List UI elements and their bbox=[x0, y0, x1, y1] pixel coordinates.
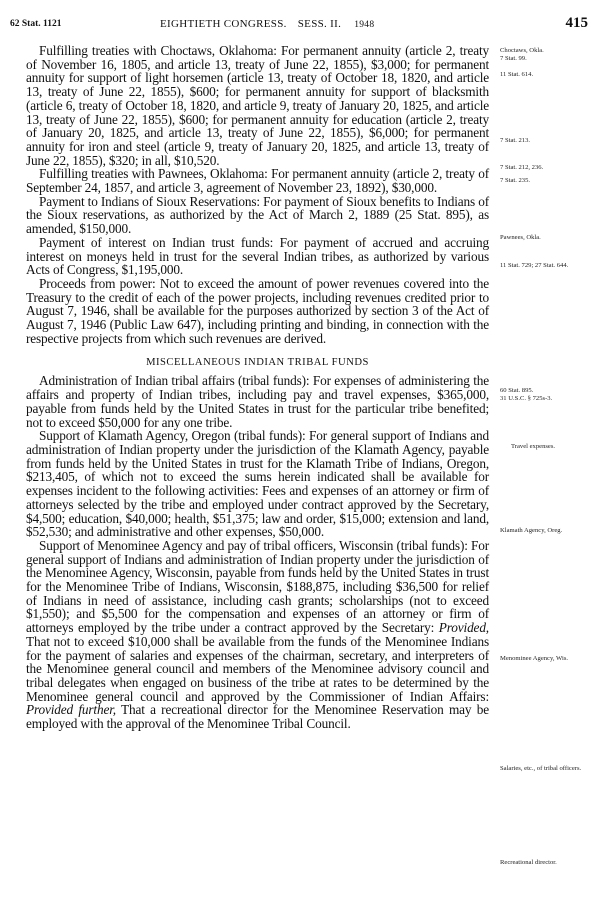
paragraph-interest: Payment of interest on Indian trust funds: For payment of accrued and accruing interest on moneys held in trust for the several Indian tribes, as authorized by various Acts of Congress, $1,195,000. bbox=[26, 234, 489, 278]
year-label: 1948 bbox=[354, 20, 375, 30]
note-choctaws-cite-5: 7 Stat. 235. bbox=[500, 177, 531, 184]
paragraph-choctaws: Fulfilling treaties with Choctaws, Oklahoma: For permanent annuity (article 2, treaty of November 16, 1805, and article 13, treaty of June 22, 1855), $3,000; for permanent annuity for support of light horsemen (article 13, treaty of October 18, 1820, and article 13, treaty of June 22, 1855), $600; for permanent annuity for support of blacksmith (article 6, treaty of October 18, 1820, and article 9, treaty of January 20, 1825, and article 13, treaty of June 22, 1855), $600; for permanent annuity for education (article 2, treaty of January 20, 1825, and article 13, treaty of June 22, 1855), $6,000; for permanent annuity for iron and steel (article 9, treaty of January 20, 1825, and article 13, treaty of June 22, 1855), $320; in all, $10,520. bbox=[26, 43, 489, 168]
stat-reference: 62 Stat. 1121 bbox=[10, 19, 62, 29]
menominee-text-c: That a recreational director for the Menominee Reservation may be employed with the approval of the Menominee Tribal Council. bbox=[26, 702, 489, 732]
note-recreational: Recreational director. bbox=[500, 859, 557, 866]
paragraph-klamath: Support of Klamath Agency, Oregon (tribal funds): For general support of Indians and administration of Indian property under the jurisdiction of the Klamath Agency, payable from funds held by the United States in trust for the Klamath Tribe of Indians, Oregon, $213,405, of which not to exceed the sums herein indicated shall be available for expenses incident to the following activities: Fees and expenses of an attorney or firm of attorneys selected by the tribe and employed under contract approved by the Secretary, $4,500; education, $40,000; health, $51,375; law and order, $15,000; extension and land, $52,530; and administrative and other expenses, $50,000. bbox=[26, 428, 489, 540]
statute-body bbox=[26, 44, 489, 731]
paragraph-menominee bbox=[26, 539, 489, 731]
running-head bbox=[160, 18, 374, 30]
page-number: 415 bbox=[565, 15, 588, 31]
note-power-cite-1: 60 Stat. 895. bbox=[500, 387, 534, 394]
note-menominee: Menominee Agency, Wis. bbox=[500, 655, 569, 662]
section-heading: MISCELLANEOUS INDIAN TRIBAL FUNDS bbox=[146, 357, 369, 369]
menominee-text-b: That not to exceed $10,000 shall be available from the funds of the Menominee Indians for the payment of salaries and expenses of the chairman, secretary, and interpreters of the Menominee general council and members of the Menominee advisory council and tribal delegates when engaged on business of the tribe at rates to be determined by the Menominee general council and approved by the Commissioner of Indian Affairs: bbox=[26, 633, 489, 704]
congress-title: EIGHTIETH CONGRESS. bbox=[160, 18, 287, 30]
note-klamath: Klamath Agency, Oreg. bbox=[500, 527, 563, 534]
note-choctaws-cite-1: 7 Stat. 99. bbox=[500, 55, 527, 62]
session-label: SESS. II. bbox=[297, 18, 342, 30]
paragraph-tribal-affairs: Administration of Indian tribal affairs (tribal funds): For expenses of administering the affairs and property of Indian tribes, including pay and travel expenses, $365,000, payable from funds held by the United States in trust for the particular tribe benefited; not to exceed $50,000 for any one tribe. bbox=[26, 373, 489, 430]
paragraph-sioux: Payment to Indians of Sioux Reservations: For payment of Sioux benefits to Indians of the Sioux reservations, as authorized by the Act of March 2, 1889 (25 Stat. 895), as amended, $150,000. bbox=[26, 193, 489, 237]
proviso-provided: Provided, bbox=[438, 620, 489, 636]
note-pawnees-cite: 11 Stat. 729; 27 Stat. 644. bbox=[500, 262, 569, 269]
menominee-text-a: Support of Menominee Agency and pay of tribal officers, Wisconsin (tribal funds): For general support of Indians and administration of Indian property under the jurisdiction of the Menominee Agency, Wisconsin, payable from funds held by the United States in trust for the Menominee Tribe of Indians, Wisconsin, $188,875, including $36,500 for relief of Indians in need of assistance, including cash grants; scholarships (not to exceed $1,550); and $5,500 for the compensation and expenses of an attorney or firm of attorneys employed by the tribe under a contract approved by the Secretary: bbox=[26, 537, 489, 636]
note-power-cite-2: 31 U.S.C. § 725s-3. bbox=[500, 395, 553, 402]
paragraph-power: Proceeds from power: Not to exceed the amount of power revenues covered into the Treasury to the credit of each of the power projects, including revenues credited prior to August 7, 1946, shall be available for the purposes authorized by section 3 of the Act of August 7, 1946 (Public Law 647), including printing and binding, in connection with the respective projects from which such revenues are derived. bbox=[26, 275, 489, 346]
paragraph-pawnees: Fulfilling treaties with Pawnees, Oklahoma: For permanent annuity (article 2, treaty of September 24, 1857, and article 3, agreement of November 23, 1892), $30,000. bbox=[26, 166, 489, 196]
note-pawnees: Pawnees, Okla. bbox=[500, 234, 541, 241]
note-choctaws-cite-2: 11 Stat. 614. bbox=[500, 71, 534, 78]
note-choctaws-cite-4: 7 Stat. 212, 236. bbox=[500, 164, 544, 171]
note-travel: Travel expenses. bbox=[511, 443, 556, 450]
margin-notes bbox=[500, 0, 604, 904]
note-choctaws-cite-3: 7 Stat. 213. bbox=[500, 137, 531, 144]
proviso-provided-further: Provided further, bbox=[26, 702, 116, 718]
note-choctaws: Choctaws, Okla. bbox=[500, 47, 544, 54]
note-salaries: Salaries, etc., of tribal officers. bbox=[500, 765, 582, 772]
